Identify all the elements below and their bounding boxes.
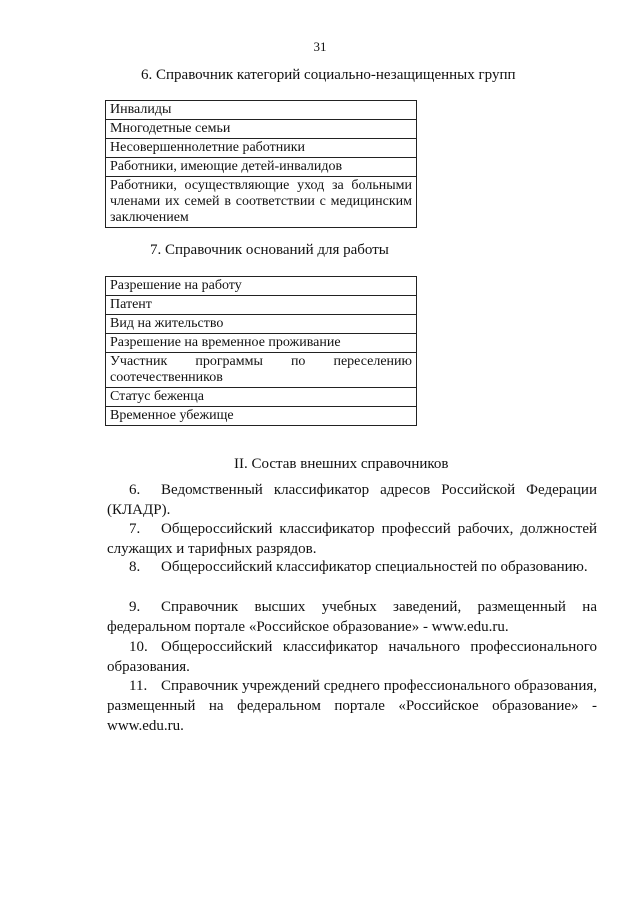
item-text: Общероссийский классификатор специальностей по образованию. — [161, 559, 588, 575]
list-item — [107, 597, 597, 637]
item-number: 6. — [129, 482, 141, 498]
table-cell: Несовершеннолетние работники — [106, 139, 417, 158]
table-row — [106, 315, 417, 334]
section-7-heading: 7. Справочник оснований для работы — [150, 242, 389, 258]
table-row — [106, 101, 417, 120]
list-item — [107, 557, 597, 577]
table-row — [106, 334, 417, 353]
table-row — [106, 139, 417, 158]
part-2-heading: II. Состав внешних справочников — [234, 456, 449, 472]
item-number: 10. — [129, 639, 148, 655]
work-grounds-table — [105, 276, 417, 426]
item-text: Общероссийский классификатор начального профессионального образования. — [107, 639, 597, 675]
table-cell: Работники, имеющие детей-инвалидов — [106, 158, 417, 177]
table-cell: Разрешение на работу — [106, 277, 417, 296]
item-text: Справочник высших учебных заведений, размещенный на федеральном портале «Российское образование» - www.edu.ru. — [107, 599, 597, 635]
item-number: 7. — [129, 521, 141, 537]
item-text: Справочник учреждений среднего профессионального образования, размещенный на федеральном портале «Российское образование» - www.edu.ru. — [107, 678, 597, 734]
table-row — [106, 177, 417, 228]
item-text: Ведомственный классификатор адресов Российской Федерации (КЛАДР). — [107, 482, 597, 518]
table-cell: Статус беженца — [106, 388, 417, 407]
table-cell: Инвалиды — [106, 101, 417, 120]
table-row — [106, 277, 417, 296]
table-cell: Многодетные семьи — [106, 120, 417, 139]
table-row — [106, 158, 417, 177]
item-number: 11. — [129, 678, 148, 694]
list-item — [107, 519, 597, 559]
table-cell: Работники, осуществляющие уход за больными членами их семей в соответствии с медицинским заключением — [106, 177, 417, 228]
table-cell: Патент — [106, 296, 417, 315]
table-row — [106, 388, 417, 407]
list-item — [107, 480, 597, 520]
social-groups-table — [105, 100, 417, 228]
page-number: 31 — [313, 39, 327, 54]
list-item — [107, 637, 597, 677]
table-cell: Вид на жительство — [106, 315, 417, 334]
table-cell: Временное убежище — [106, 407, 417, 426]
table-row — [106, 296, 417, 315]
table-cell: Разрешение на временное проживание — [106, 334, 417, 353]
table-cell: Участник программы по переселению соотечественников — [106, 353, 417, 388]
table-row — [106, 120, 417, 139]
table-row — [106, 407, 417, 426]
table-row — [106, 353, 417, 388]
list-item — [107, 676, 597, 736]
item-text: Общероссийский классификатор профессий рабочих, должностей служащих и тарифных разрядов. — [107, 521, 597, 557]
item-number: 8. — [129, 559, 141, 575]
item-number: 9. — [129, 599, 141, 615]
section-6-heading: 6. Справочник категорий социально-незащищенных групп — [141, 67, 516, 83]
